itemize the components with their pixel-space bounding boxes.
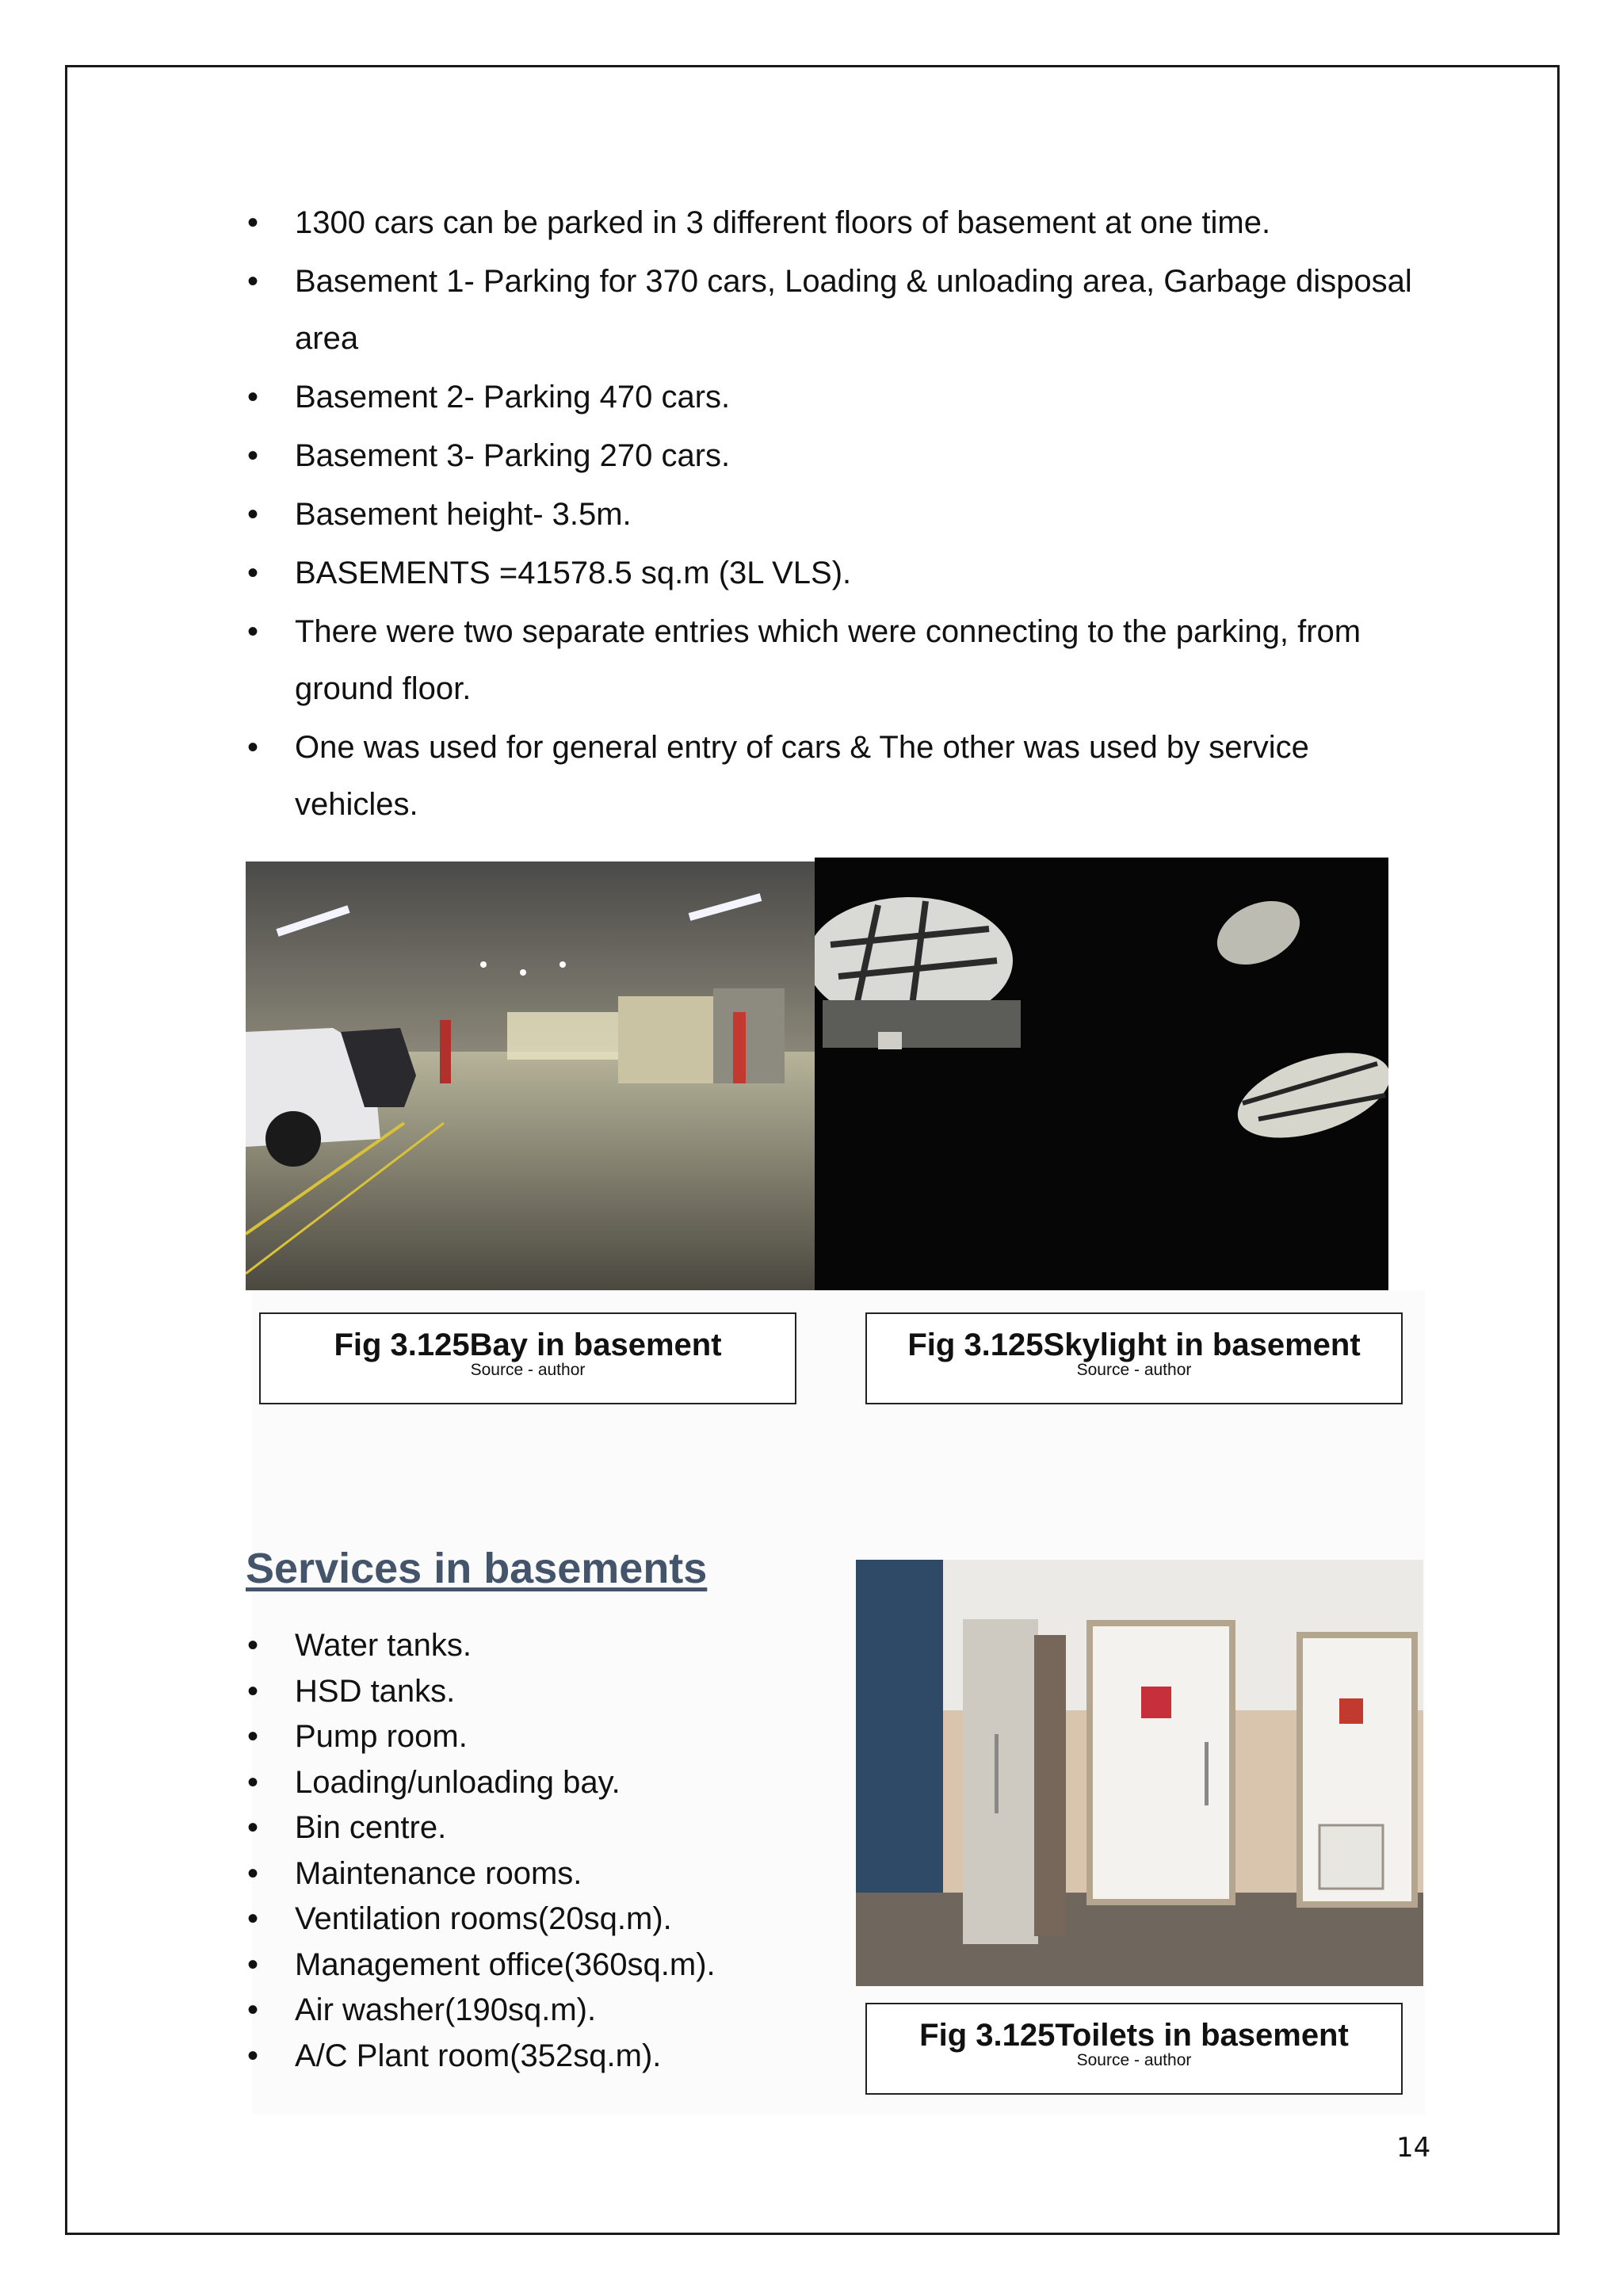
figure-title: Fig 3.125Bay in basement	[334, 1328, 722, 1362]
list-item: • There were two separate entries which were connecting to the parking, from ground floor.	[246, 603, 1419, 717]
list-item: • HSD tanks.	[246, 1669, 816, 1715]
page-number: 14	[1396, 2132, 1431, 2164]
list-item: • Air washer(190sq.m).	[246, 1988, 816, 2034]
list-item: • Water tanks.	[246, 1623, 816, 1669]
list-item: • Basement 3- Parking 270 cars.	[246, 427, 1419, 484]
list-item: • Pump room.	[246, 1714, 816, 1760]
figure-title: Fig 3.125Skylight in basement	[907, 1328, 1361, 1362]
skylight-photo	[815, 858, 1388, 1290]
list-item: • A/C Plant room(352sq.m).	[246, 2034, 816, 2080]
figure-caption-skylight	[865, 1312, 1403, 1404]
figure-caption-bay	[259, 1312, 796, 1404]
services-bullet-list	[246, 1623, 816, 2079]
list-item: • Basement height- 3.5m.	[246, 486, 1419, 543]
list-item: • Loading/unloading bay.	[246, 1760, 816, 1806]
figure-source: Source - author	[470, 1361, 586, 1379]
list-item: • 1300 cars can be parked in 3 different floors of basement at one time.	[246, 194, 1419, 251]
figure-title: Fig 3.125Toilets in basement	[919, 2018, 1349, 2053]
list-item: • Ventilation rooms(20sq.m).	[246, 1897, 816, 1943]
list-item: • Basement 1- Parking for 370 cars, Loading & unloading area, Garbage disposal area	[246, 253, 1419, 367]
list-item: • BASEMENTS =41578.5 sq.m (3L VLS).	[246, 544, 1419, 602]
list-item: • Management office(360sq.m).	[246, 1943, 816, 1988]
figure-source: Source - author	[1076, 1361, 1192, 1379]
parking-bay-photo	[246, 861, 815, 1290]
figure-source: Source - author	[1076, 2051, 1192, 2069]
list-item: • Basement 2- Parking 470 cars.	[246, 369, 1419, 426]
list-item: • Bin centre.	[246, 1805, 816, 1851]
parking-bullet-list	[246, 194, 1419, 835]
toilets-photo	[856, 1560, 1423, 1986]
section-heading: Services in basements	[246, 1545, 708, 1592]
list-item: • One was used for general entry of cars & The other was used by service vehicles.	[246, 719, 1419, 833]
figure-caption-toilets	[865, 2003, 1403, 2095]
list-item: • Maintenance rooms.	[246, 1851, 816, 1897]
